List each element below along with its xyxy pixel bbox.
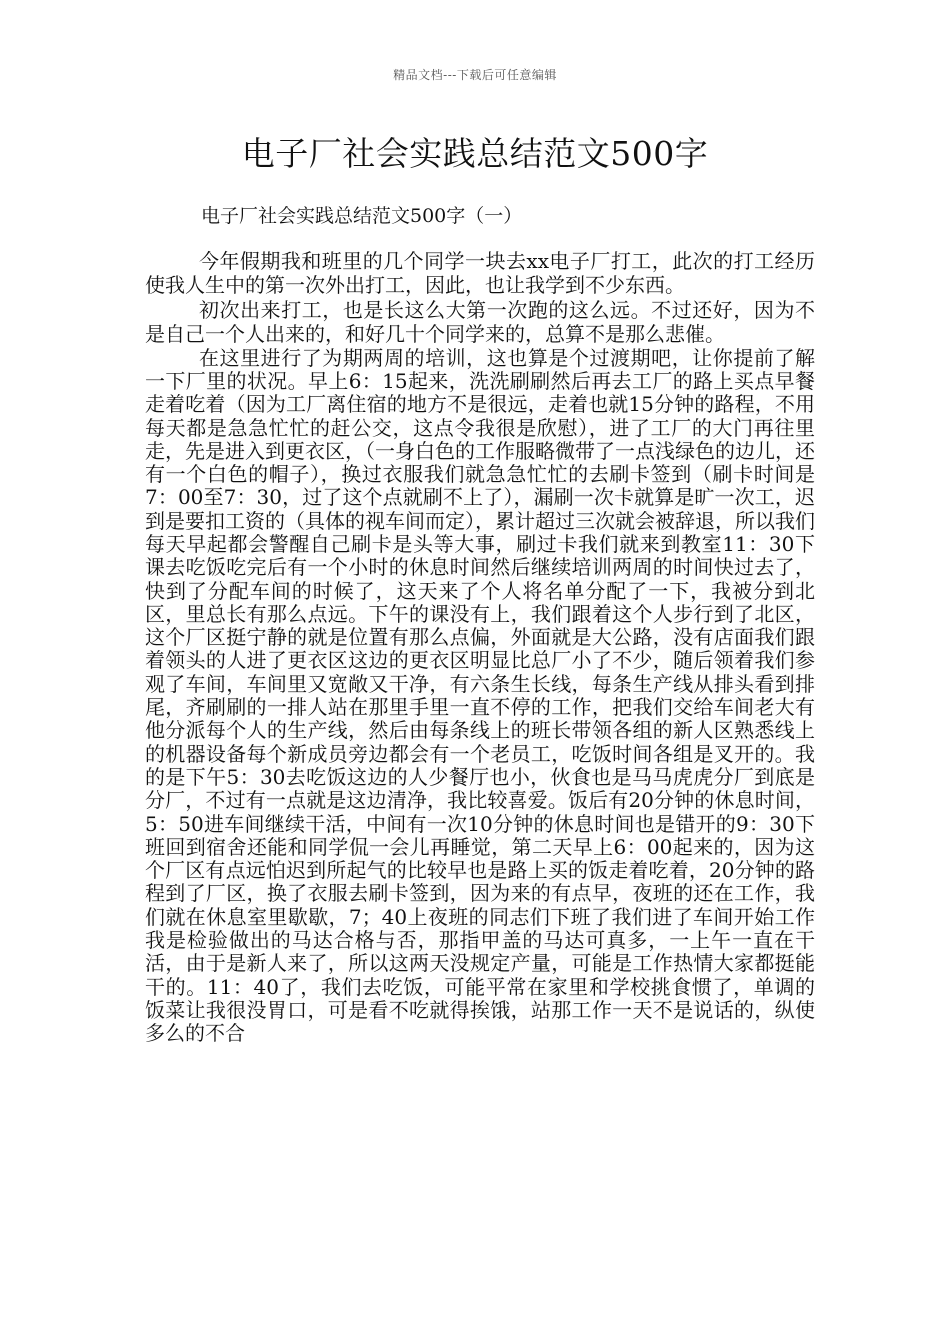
document-body (145, 249, 815, 1046)
paragraph-first-trip: 初次出来打工，也是长这么大第一次跑的这么远。不过还好，因为不是自己一个人出来的，和好几十个同学来的，总算不是那么悲催。 (145, 297, 815, 347)
paragraph-intro: 今年假期我和班里的几个同学一块去xx电子厂打工，此次的打工经历使我人生中的第一次外出打工，因此，也让我学到不少东西。 (145, 249, 815, 298)
document-subtitle: 电子厂社会实践总结范文500字（一） (201, 205, 523, 227)
page-header-note: 精品文档---下载后可任意编辑 (393, 68, 557, 82)
document-title: 电子厂社会实践总结范文500字 (241, 134, 709, 173)
paragraph-training: 在这里进行了为期两周的培训，这也算是个过渡期吧，让你提前了解一下厂里的状况。早上6：15起来，洗洗刷刷然后再去工厂的路上买点早餐走着吃着（因为工厂离住宿的地方不是很远，走着也就15分钟的路程，不用每天都是急急忙忙的赶公交，这点令我很是欣慰），进了工厂的大门再往里走，先是进入到更衣区，（一身白色的工作服略微带了一点浅绿色的边儿，还有一个白色的帽子），换过衣服我们就急急忙忙的去刷卡签到（刷卡时间是7：00至7：30，过了这个点就刷不上了），漏刷一次卡就算是旷一次工，迟到是要扣工资的（具体的视车间而定），累计超过三次就会被辞退，所以我们每天早起都会警醒自己刷卡是头等大事，刷过卡我们就来到教室11：30下课去吃饭吃完后有一个小时的休息时间然后继续培训两周的时间快过去了，快到了分配车间的时候了，这天来了个人将名单分配了一下，我被分到北区，里总长有那么点远。下午的课没有上，我们跟着这个人步行到了北区，这个厂区挺宁静的就是位置有那么点偏，外面就是大公路，没有店面我们跟着领头的人进了更衣区这边的更衣区明显比总厂小了不少，随后领着我们参观了车间，车间里又宽敞又干净，有六条生长线，每条生产线从排头看到排尾，齐刷刷的一排人站在那里手里一直不停的工作，把我们交给车间老大有他分派每个人的生产线，然后由每条线上的班长带领各组的新人区熟悉线上的机器设备每个新成员旁边都会有一个老员工，吃饭时间各组是叉开的。我的是下午5：30去吃饭这边的人少餐厅也小，伙食也是马马虎虎分厂到底是分厂，不过有一点就是这边清净，我比较喜爱。饭后有20分钟的休息时间，5：50进车间继续干活，中间有一次10分钟的休息时间也是错开的9：30下班回到宿舍还能和同学侃一会儿再睡觉，第二天早上6：00起来的，因为这个厂区有点远怕迟到所起气的比较早也是路上买的饭走着吃着，20分钟的路程到了厂区，换了衣服去刷卡签到，因为来的有点早，夜班的还在工作，我们就在休息室里歇歇，7；40上夜班的同志们下班了我们进了车间开始工作我是检验做出的马达合格与否，那指甲盖的马达可真多，一上午一直在干活，由于是新人来了，所以这两天没规定产量，可能是工作热情大家都挺能干的。11：40了，我们去吃饭，可能平常在家里和学校挑食惯了，单调的饭菜让我很没胃口，可是看不吃就得挨饿，站那工作一天不是说话的，纵使多么的不合 (145, 345, 815, 1046)
